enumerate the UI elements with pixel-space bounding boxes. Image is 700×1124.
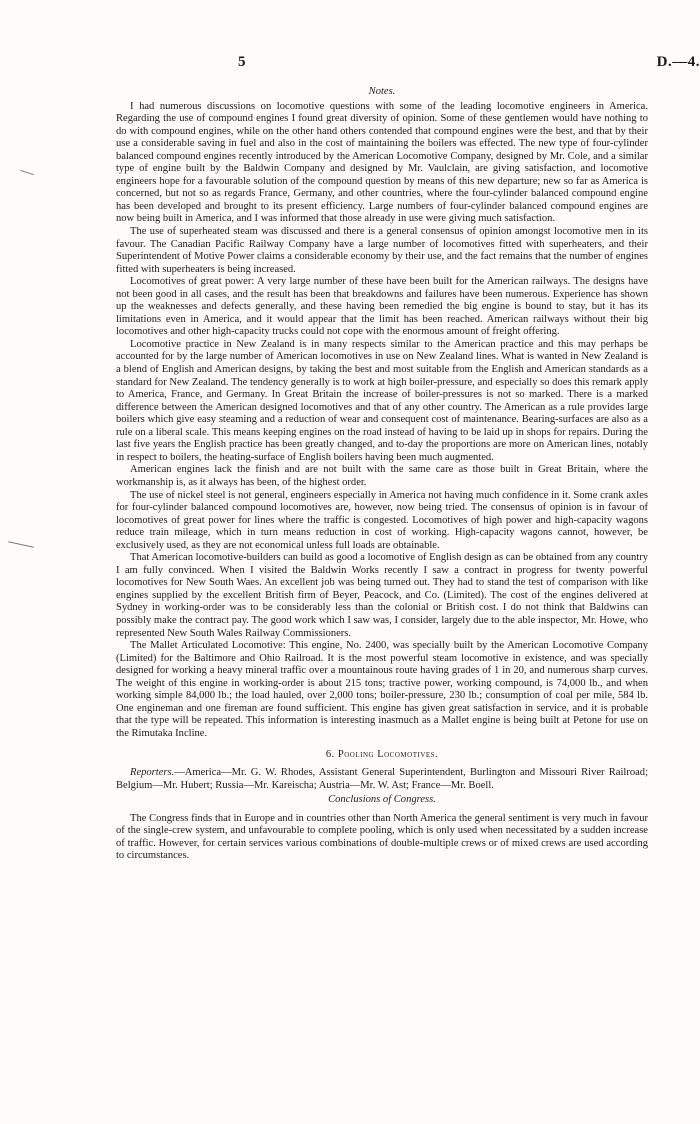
notes-paragraph: The use of nickel steel is not general, engineers especially in America not having much confidence in it. Some crank axles for four-cylinder balanced compound locomotives are, however, now being tried. The consensus of opinion is in favour of locomotives of great power for lines where the traffic is congested. Locomotives of high power and high-capacity wagons reduce train mileage, which in turn means reduction in cost of working. High-capacity wagons cannot, however, be exclusively used, as they are not economical unless full loads are obtainable. <box>116 489 648 551</box>
notes-paragraph: I had numerous discussions on locomotive questions with some of the leading locomotive engineers in America. Regarding the use of compound engines I found great diversity of opinion. Some of these gentlemen would have nothing to do with compound engines, while on the other hand others contended that compound engines were the best, and that by their use a considerable saving in fuel and also in the cost of maintaining the boilers was effected. The new type of four-cylinder balanced compound engines recently introduced by the American Locomotive Company, designed by Mr. Cole, and a similar type of engine built by the Baldwin Company and designed by Mr. Vaulclain, are giving satisfaction, and locomotive engineers hope for a favourable solution of the compound question by means of this new departure; new so far as America is concerned, but not so as regards France, Germany, and other countries, where the four-cylinder balanced compound engine has been developed and brought to its present efficiency. Large numbers of four-cylinder balanced compound engines are now being built in America, and I was informed that those already in use were giving much satisfaction. <box>116 100 648 225</box>
notes-paragraph: That American locomotive-builders can build as good a locomotive of English design as can be obtained from any country I am fully convinced. When I visited the Baldwin Works recently I saw a contract in progress for twenty powerful locomotives for New South Waes. An excellent job was being turned out. They had to stand the test of comparison with like engines supplied by the excellent British firm of Beyer, Peacock, and Co. (Limited). The cost of the engines delivered at Sydney in working-order was to be considerably less than the colonial or British cost. I do not think that Baldwins can possibly make the contract pay. The good work which I saw was, I consider, largely due to the able inspector, Mr. Howe, who represented New South Wales Railway Commissioners. <box>116 552 648 639</box>
notes-paragraph: Locomotive practice in New Zealand is in many respects similar to the American practice and this may perhaps be accounted for by the large number of American locomotives in use on New Zealand lines. What is wanted in New Zealand is a blend of English and American designs, by taking the best and most suitable from the English and American standards as a standard for New Zealand. The tendency generally is to work at high boiler-pressure, and especially so does this remark apply to America, France, and Germany. In Great Britain the increase of boiler-pressures is not so marked. There is a marked difference between the American designed locomotives and that of any other country. The American as a rule provides large boilers which give easy steaming and a reduction of wear and consequent cost of maintenance. Bearing-surfaces are also as a rule on a liberal scale. This means keeping engines on the road instead of having to be laid up in shops for repairs. During the last five years the English practice has been greatly changed, and to-day the proportions are more on American lines, notably in respect to boilers, the heating-surface of English boilers having been much augmented. <box>116 338 648 463</box>
notes-paragraph: American engines lack the finish and are not built with the same care as those built in Great Britain, where the workmanship is, as it always has been, of the highest order. <box>116 464 648 488</box>
page-number: 5 <box>238 54 246 70</box>
reporters-paragraph <box>116 767 648 792</box>
reporters-text: —America—Mr. G. W. Rhodes, Assistant General Superintendent, Burlington and Missouri River Railroad; Belgium—Mr. Hubert; Russia—Mr. Kareischa; Austria—Mr. W. Ast; France—Mr. Boell. <box>116 766 648 791</box>
notes-paragraph: Locomotives of great power: A very large number of these have been built for the American railways. The designs have not been good in all cases, and the result has been that breakdowns and failures have been numerous. Experience has shown up the weaknesses and defects generally, and these having been remedied the big engine is bound to stay, but it has its limitations even in America, and it would appear that the limit has been reached. American railways without their big locomotives and other high-capacity trucks could not cope with the enormous amount of freight offering. <box>116 276 648 338</box>
document-reference: D.—4. <box>656 54 700 70</box>
conclusions-heading: Conclusions of Congress. <box>328 794 436 806</box>
reporters-label: Reporters. <box>130 766 175 778</box>
notes-heading: Notes. <box>368 86 396 97</box>
conclusion-paragraph: The Congress finds that in Europe and in countries other than North America the general sentiment is very much in favour of the single-crew system, and unfavourable to complete pooling, which is only used when necessitated by a sudden increase of traffic. However, for certain services various combinations of double-multiple crews or of mixed crews are used according to circumstances. <box>116 812 648 862</box>
section-title-pooling: 6. Pooling Locomotives. <box>325 749 439 761</box>
notes-paragraph: The use of superheated steam was discussed and there is a general consensus of opinion amongst locomotive men in its favour. The Canadian Pacific Railway Company have a large number of locomotives fitted with superheaters, and their Superintendent of Motive Power claims a considerable economy by their use, and the fact remains that the number of engines fitted with superheaters is being increased. <box>116 226 648 275</box>
page-body <box>116 86 648 863</box>
notes-paragraph: The Mallet Articulated Locomotive: This engine, No. 2400, was specially built by the American Locomotive Company (Limited) for the Baltimore and Ohio Railroad. It is the most powerful steam locomotive in existence, and was specially designed for working a heavy mineral traffic over a mountainous route having grades of 1 in 20, and numerous sharp curves. The weight of this engine in working-order is about 215 tons; tractive power, working compound, is 74,000 lb., and when working simple 84,000 lb.; the load hauled, over 2,000 tons; boiler-pressure, 230 lb.; consumption of coal per mile, 584 lb. One engineman and one fireman are found sufficient. This engine has given great satisfaction in service, and it is probable that the type will be repeated. This information is interesting inasmuch as a Mallet engine is being built at Petone for use on the Rimutaka Incline. <box>116 640 648 739</box>
